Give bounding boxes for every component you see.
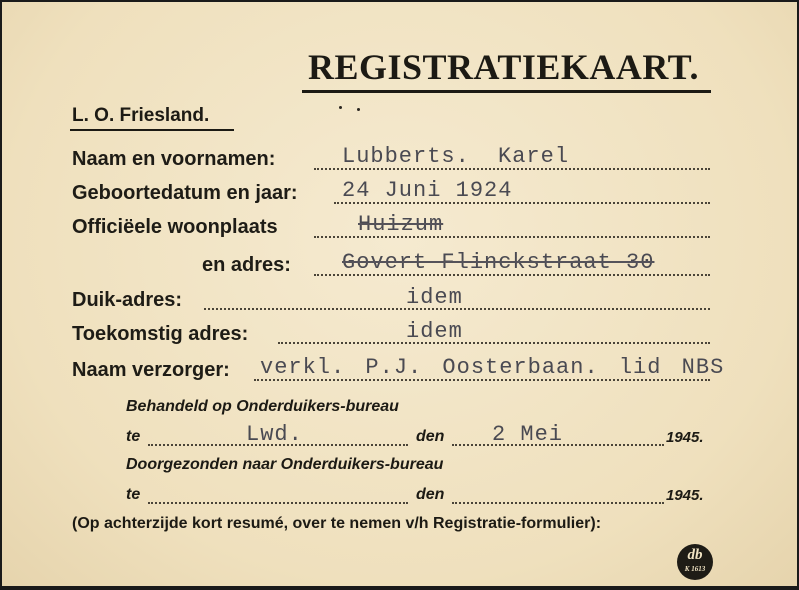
forwarded-te-line [148,502,408,504]
address-label: en adres: [202,254,291,276]
printer-mark-icon [677,544,713,580]
treated-te-value: Lwd. [246,422,303,447]
treated-year: 1945. [666,429,704,446]
future-address-line [278,342,710,344]
printer-mark-number: K 1613 [684,565,706,573]
forwarded-te-label: te [126,486,141,503]
forwarded-year: 1945. [666,487,704,504]
hiding-address-label: Duik-adres: [72,289,183,311]
treated-heading: Behandeld op Onderduikers-bureau [126,398,399,415]
future-address-value: idem [406,319,463,344]
forwarded-den-line [452,502,664,504]
caretaker-label: Naam verzorger: [72,359,230,381]
residence-value: Huizum [358,212,444,237]
card-title: REGISTRATIEKAART. [308,47,699,87]
address-value: Govert Flinckstraat 30 [342,250,655,275]
title-underline [302,90,711,93]
printer-mark-initials: db [687,547,703,563]
name-label: Naam en voornamen: [72,148,276,170]
caretaker-value: verkl. P.J. Oosterbaan. lid NBS [260,355,725,380]
footer-note: (Op achterzijde kort resumé, over te nemen v/h Registratie-formulier): [72,515,602,532]
treated-den-label: den [416,428,445,445]
forwarded-heading: Doorgezonden naar Onderduikers-bureau [126,456,444,473]
future-address-label: Toekomstig adres: [72,323,249,345]
organisation-underline [70,129,234,131]
birth-value: 24 Juni 1924 [342,178,513,203]
birth-label: Geboortedatum en jaar: [72,182,298,204]
treated-den-value: 2 Mei [492,422,564,447]
organisation-label: L. O. Friesland. [72,105,210,126]
ink-speck [357,108,360,111]
residence-label: Officiëele woonplaats [72,216,278,238]
forwarded-den-label: den [416,486,445,503]
hiding-address-value: idem [406,285,463,310]
treated-te-label: te [126,428,141,445]
name-value: Lubberts. Karel [342,144,570,169]
registration-card [2,2,797,586]
ink-speck [339,106,342,109]
